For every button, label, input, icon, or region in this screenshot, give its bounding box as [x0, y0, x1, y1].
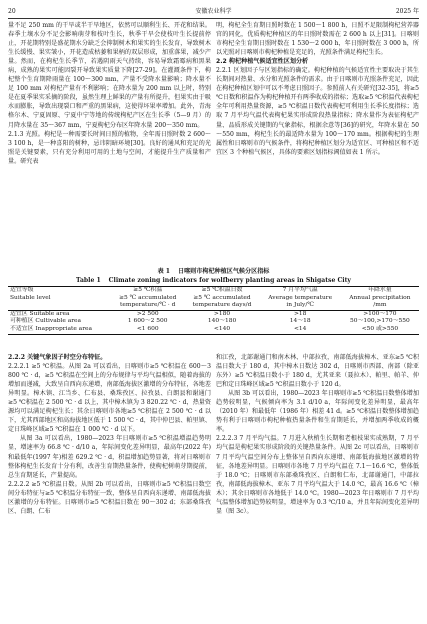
- table-number: 表 1: [157, 268, 171, 275]
- journal-year: 2025 年: [395, 8, 419, 15]
- right-column-bottom: [216, 353, 419, 621]
- header-cell: Annual precipitation: [349, 294, 411, 301]
- header-cell: ≥5 ℃积温: [111, 287, 184, 295]
- header-zone-cn: 适宜等级: [8, 287, 111, 295]
- header-cell: 年降水量: [341, 287, 419, 295]
- zone-cell: 不适宜区 Inappropriate area: [8, 326, 111, 334]
- paragraph-trend: 从图 3a 可以看出，1980—2023 年日喀则市≥5 ℃积温增温趋势明显，增速率为 66.8 ℃ · d/10 a，年际间变化差异明显，最高年(2022 年)和最低年(1997 年)相差 629.2 ℃ · d，积温增加趋势显著，将对日喀则市整体枸杞生长发育十分有利，改善生育期热量条件，使枸杞树萌芽期提前，总生育期延长，产量提高。: [8, 435, 211, 479]
- table-row: [8, 326, 419, 334]
- header-zone-en: Suitable level: [10, 294, 51, 301]
- paragraph: 明，枸杞全生育期日照时数在 1 500～1 800 h，日照不足限制枸杞营养器官的同化，优质枸杞种植区的年日照时数需在 2 600 h 以上[31]。日喀则市枸杞全生育期日照时数在 1 530～2 000 h，年日照时数在 3 000 h，所以光照对日喀则市枸杞种植是充足的，光照条件满足枸杞生长。: [216, 22, 419, 57]
- paragraph-light: 2.1.3 光照。枸杞是一种需要长时间日照的植物，全年需日照时数 2 600～3 100 h，是一种喜阳的树种，忌讳阴暗环境[30]。良好的通风和充足的光照是关键要素，只有充分利用可用的土地与空间，才能提升生产质量和产量。研究表: [8, 130, 211, 165]
- value-cell: >18: [293, 310, 307, 317]
- paragraph: 和江孜，北部谢通门和南木林、中部拉孜，南部低海拔樟木、亚东≥5 ℃积温日数大于 180 d，其中樟木日数达 302 d，日喀则市西部、南部（除亚东外）≥5 ℃积温日数小于 180 d，尤其亚来（聂拉木）、帕里、帕羊、仲巴和定日珠峰区域≥5 ℃积温日数小于 120 d。: [216, 354, 419, 389]
- value-cell: >2 500: [136, 310, 159, 317]
- value-cell: >100～170: [363, 310, 397, 317]
- header-cell: temperature days/d: [184, 302, 259, 310]
- page-header: [8, 6, 419, 19]
- zoning-indicator-table: [8, 286, 419, 335]
- table-row: [8, 318, 419, 326]
- value-cell: <140: [184, 326, 259, 334]
- journal-name: 安徽农业科学: [195, 8, 232, 15]
- value-cell: <50 或>550: [341, 326, 419, 334]
- value-cell: 140～180: [207, 318, 237, 325]
- value-cell: <14: [260, 326, 341, 334]
- table-title: 日喀则市枸杞种植区气候分区指标: [178, 268, 270, 275]
- value-cell: 1 600～2 500: [127, 318, 168, 325]
- page-number: 20: [8, 8, 16, 15]
- paragraph-temperature-days: 2.2.2.2 ≥5 ℃积温日数。从图 2b 可以看出，日喀则市≥5 ℃积温日数空间分布特征与≥5 ℃积温分布特征一致，整体呈自西向东递增、南部低海拔区激增的分布特征。日喀则市≥5 ℃积温日数在 90～302 d；东部桑珠孜区、白朗、仁布: [8, 480, 211, 515]
- zone-cell: 适宜区 Suitable area: [10, 310, 70, 317]
- paragraph-zoning-factors: 2.2.1 区划因子与区划指标的确定。枸杞种植的气候适宜性主要取决于其生长期间对热量、水分和光照条件的需求。由于日喀则市光照条件充足，因此在枸杞种植区划中可以不考虑日照因子。参照前人有关研究[32-35]，将≥5 ℃日数和积温作为枸杞种植开有两季收成的指标；选取≥5 ℃积温代表枸杞全年可利用热量资源，≥5 ℃积温日数代表枸杞可利用生长季长度指标；选取 7 月平均气温代表枸杞果实形成阶段热量指标；降水量作为表征枸杞产量、品质形成关键期的气象指标，根据余意等[36]的研究，年降水量在 50～550 mm，枸杞生长的最适降水量为 100～170 mm。根据枸杞的生理属性和日喀则市的气候条件，将枸杞种植区划分为适宜区、可种植区和不适宜区 3 个种植气候区，具体的要素区划指标阈值如表 1 所示。: [216, 67, 419, 156]
- table-title-en: Climate zoning indicators for wolfberry planting areas in Shigatse City: [108, 277, 351, 284]
- header-cell: ≥5 ℃ accumulated: [193, 294, 251, 301]
- value-cell: 14～18: [289, 318, 311, 325]
- zone-cell: 可种植区 Cultivable area: [10, 318, 82, 325]
- right-column-top: [216, 21, 419, 265]
- paragraph: 量不足 250 mm 的干旱或半干旱地区，依然可以顺利生长、开花和结果。春季土壤水分不足会影响萌芽和枝叶生长，秋季干旱会使枝叶生长提前停止，开花期特别是盛花期水分缺乏会抑制树木和果实的生长发育，导致树木生长缓慢、果实皱小，开花造成枯萎和果柄的双层形成，加重落果，减少产量。然而，在枸杞生长季节，若遇阴雨天气持续，容易导致霜霉病和黑果病，成熟的果实可能因裂开导致果实质量下降[27-29]。在灌溉条件下，枸杞整个生育期降雨量在 100～300 mm，产量不受降水量影响；降水量不足 100 mm 对枸杞产量有不利影响；在降水量为 200 mm 以上时，特别是在夏季果实采摘的阶段，虽然生理上鲜果的产量有所提升，但果实由于吸水而膨胀，导致出现裂口和严重的黑果病，这使得坏果率增加。此外，青海格尔木、宁夏固原、宁夏中宁等地的传统枸杞产区在生长季（5—9 月）的月降水量在 35～367 mm，宁夏枸杞分布区年降水量 200～350 mm。: [8, 22, 211, 129]
- header-cell: in July/℃: [260, 302, 341, 310]
- header-cell: Average temperature: [268, 294, 333, 301]
- left-column-top: [8, 21, 211, 265]
- table-caption-en: [8, 276, 419, 285]
- left-column-bottom: [8, 353, 211, 621]
- climate-zoning-table: [8, 267, 419, 351]
- value-cell: 50～100,>170～550: [349, 318, 410, 325]
- header-cell: temperature/℃ · d: [111, 302, 184, 310]
- header-cell: 7 月平均气温: [260, 287, 341, 295]
- paragraph-accumulated-temperature: 2.2.2.1 ≥5 ℃积温。从图 2a 可以看出，日喀则市≥5 ℃积温在 600～3 800 ℃ · d，≥5 ℃积温在空间上的分布规律与平均气温相似，随着海拔的增加而递减，大致呈自西向东递增，南部低海拔区激增的分布特征，各地差异明显。樟木镇、江当乡、仁布县、桑珠孜区、拉孜县、白朗县和谢通门≥5 ℃积温在 2 500 ℃ · d 以上，其中樟木镇为 3 820.22 ℃ · d，热量资源均可以满足枸杞生长；其余日喀则市各地≥5 ℃积温在 2 500 ℃ · d 以下，尤其西部地区和高海拔地区低于 1 500 ℃ · d，其中仲巴县、帕里镇、定日珠峰区域≥5 ℃积温在 1 000 ℃ · d 以下。: [8, 363, 211, 434]
- header-cell: ≥5 ℃ accumulated: [119, 294, 177, 301]
- value-cell: <1 600: [111, 326, 184, 334]
- header-cell: ≥5 ℃积温日数: [184, 287, 259, 295]
- table-caption-cn: [8, 267, 419, 276]
- header-cell: /mm: [341, 302, 419, 310]
- table-number-en: Table 1: [76, 277, 101, 284]
- section-heading: 2.2 枸杞种植气候适宜性区划分析: [216, 58, 309, 66]
- paragraph-days-trend: 从图 3b 可以看出，1980—2023 年日喀则市≥5 ℃积温日数整体增加趋势较明显，气候倾向率为 3.1 d/10 a，年际间变化差异明显，最高年（2010 年）和最低年（1986 年）相差 41 d。≥5 ℃积温日数整体增加趋势有利于日喀则市枸杞种植热量条件和生育期延长，并增加两季收成的概率。: [216, 390, 419, 434]
- subsection-heading: 2.2.2 关键气象因子时空分布特征。: [8, 354, 107, 361]
- paragraph-july-temperature: 2.2.2.3 7 月平均气温。7 月进入秋梢生长期和老根枝果实成熟期，7 月平均气温是枸杞果实形成阶段的关键热量条件。从图 2c 可以看出，日喀则市 7 月平均气温空间分布上整体呈自西向东递增、南部低海拔地区激增的特征，各地差异明显。日喀则市各地 7 月平均气温在 7.1～16.6 ℃，整体低于 18.0 ℃；日喀则市东部桑珠孜区、白朗和仁布，北部谢通门，中部拉孜，南部低海拔樟木、亚东 7 月平均气温大于 14.0 ℃，最高 16.6 ℃（樟木）；其余日喀则市各地低于 14.0 ℃。1980—2023 年日喀则市 7 月平均气温整体增加趋势较明显，增速率为 0.3 ℃/10 a，并且年际间变化差异明显（图 3c）。: [216, 435, 419, 515]
- value-cell: >180: [213, 310, 231, 317]
